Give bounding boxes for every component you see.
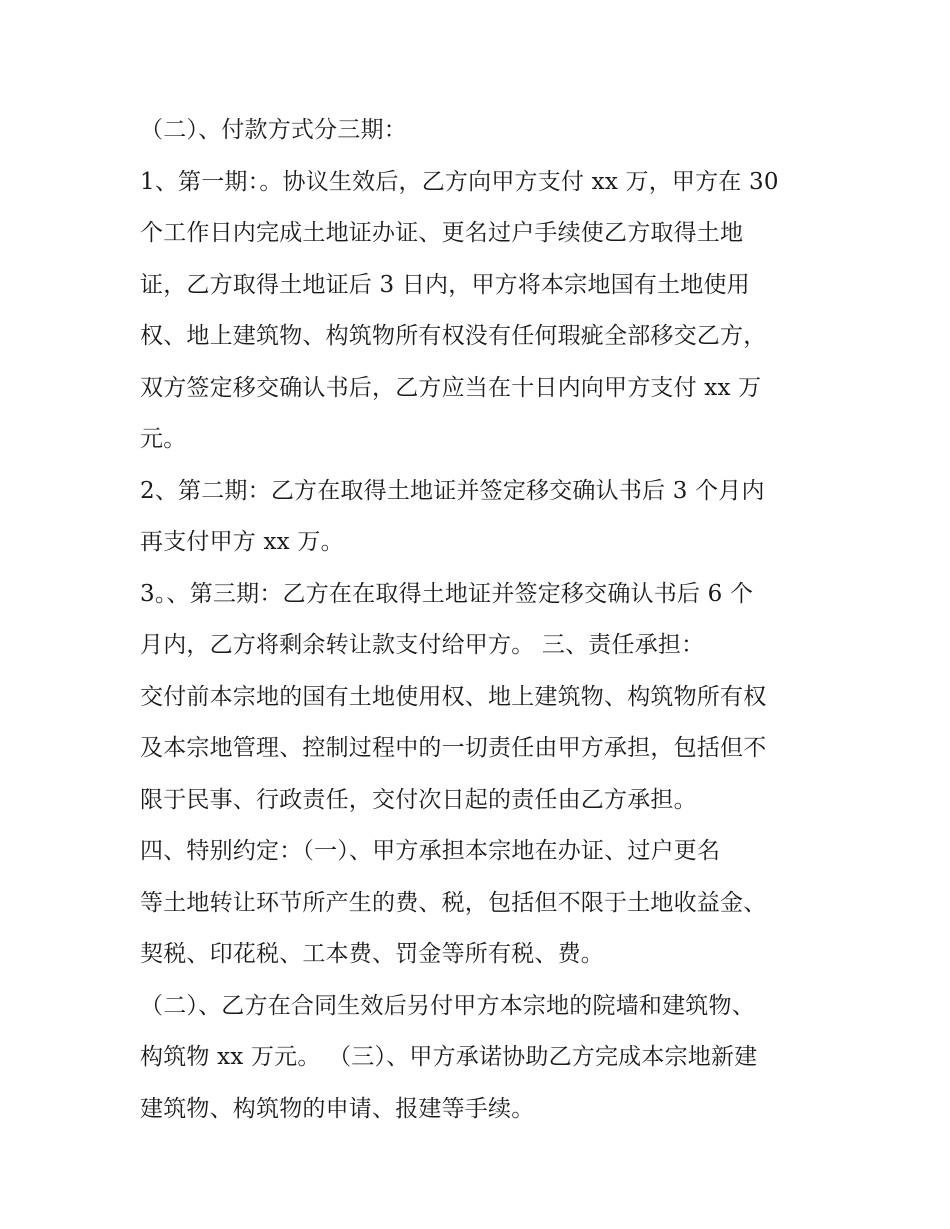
text-line: 契税、印花税、工本费、罚金等所有税、费。 bbox=[140, 941, 604, 967]
text-line: 双方签定移交确认书后，乙方应当在十日内向甲方支付 xx 万 bbox=[140, 374, 762, 401]
text-line: 1、第一期：。协议生效后，乙方向甲方支付 xx 万，甲方在 30 bbox=[140, 168, 779, 195]
text-line: 再支付甲方 xx 万。 bbox=[140, 529, 344, 555]
text-line: 交付前本宗地的国有土地使用权、地上建筑物、构筑物所有权 bbox=[140, 683, 767, 710]
text-line: 证，乙方取得土地证后 3 日内，甲方将本宗地国有土地使用 bbox=[140, 271, 750, 298]
text-line: 及本宗地管理、控制过程中的一切责任由甲方承担，包括但不 bbox=[140, 735, 767, 761]
text-line: 元。 bbox=[140, 426, 187, 452]
text-line: 四、特别约定：（一）、甲方承担本宗地在办证、过户更名 bbox=[140, 838, 721, 864]
text-line: 等土地转让环节所产生的费、税，包括但不限于土地收益金、 bbox=[140, 889, 767, 916]
text-line: 构筑物 xx 万元。 （三）、甲方承诺协助乙方完成本宗地新建 bbox=[140, 1044, 758, 1070]
text-line: 限于民事、行政责任，交付次日起的责任由乙方承担。 bbox=[140, 786, 697, 813]
text-line: 2、第二期：乙方在取得土地证并签定移交确认书后 3 个月内 bbox=[140, 477, 765, 504]
text-line: （二）、付款方式分三期： bbox=[140, 117, 407, 143]
text-line: 权、地上建筑物、构筑物所有权没有任何瑕疵全部移交乙方， bbox=[140, 323, 767, 349]
text-line: （二）、乙方在合同生效后另付甲方本宗地的院墙和建筑物、 bbox=[140, 992, 755, 1019]
text-line: 个工作日内完成土地证办证、更名过户手续使乙方取得土地 bbox=[140, 220, 744, 246]
text-line: 建筑物、构筑物的申请、报建等手续。 bbox=[140, 1095, 535, 1122]
document-body bbox=[140, 105, 830, 1135]
text-line: 3。、第三期：乙方在在取得土地证并签定移交确认书后 6 个 bbox=[140, 580, 754, 607]
text-line: 月内，乙方将剩余转让款支付给甲方。 三、责任承担： bbox=[140, 632, 705, 658]
